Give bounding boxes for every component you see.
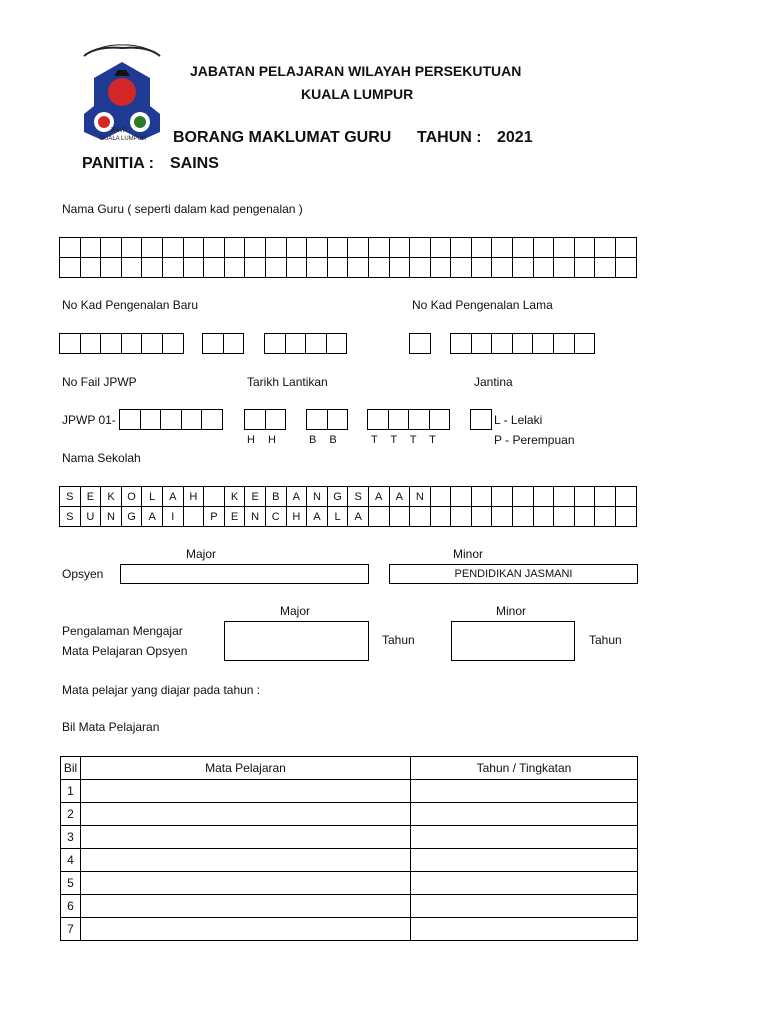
input-cell[interactable]: N (100, 506, 122, 527)
input-cell[interactable] (183, 237, 205, 258)
grid-row (60, 487, 637, 507)
bil-cell: 1 (61, 780, 81, 803)
input-cell[interactable] (183, 257, 205, 278)
input-cell[interactable]: S (59, 486, 81, 507)
input-cell[interactable] (409, 333, 431, 354)
input-cell[interactable] (80, 333, 102, 354)
input-cell[interactable] (553, 237, 575, 258)
input-cell[interactable] (368, 237, 390, 258)
input-cell[interactable]: O (121, 486, 143, 507)
mata-pelajar-tahun-label: Mata pelajar yang diajar pada tahun : (62, 683, 261, 697)
input-cell[interactable]: A (141, 506, 163, 527)
input-cell[interactable] (574, 257, 596, 278)
input-cell[interactable] (265, 237, 287, 258)
pengalaman-minor-unit: Tahun (589, 633, 622, 647)
table-header-row (61, 757, 638, 780)
tahun-tingkatan-header: Tahun / Tingkatan (411, 757, 638, 780)
input-cell[interactable] (389, 237, 411, 258)
input-cell[interactable] (100, 257, 122, 278)
input-cell[interactable] (409, 237, 431, 258)
input-cell[interactable] (389, 506, 411, 527)
input-cell[interactable] (140, 409, 162, 430)
input-cell[interactable] (306, 237, 328, 258)
table-row (61, 803, 638, 826)
opsyen-minor-label: Minor (453, 547, 484, 561)
pengalaman-minor-label: Minor (496, 604, 527, 618)
input-cell[interactable] (224, 257, 246, 278)
input-cell[interactable] (532, 333, 554, 354)
input-cell[interactable]: H (286, 506, 308, 527)
grid-row (60, 238, 637, 258)
mata-pelajaran-cell[interactable] (81, 826, 411, 849)
logo-caption-city: KUALA LUMPUR (100, 136, 147, 142)
mata-pelajaran-cell[interactable] (81, 803, 411, 826)
input-cell[interactable]: A (162, 486, 184, 507)
input-cell[interactable] (574, 486, 596, 507)
input-cell[interactable] (471, 257, 493, 278)
pengalaman-major-unit: Tahun (382, 633, 415, 647)
input-cell[interactable] (429, 409, 451, 430)
perempuan-option: P - Perempuan (494, 433, 575, 447)
input-cell[interactable] (389, 257, 411, 278)
input-cell[interactable] (450, 333, 472, 354)
input-cell[interactable]: K (100, 486, 122, 507)
pengalaman-major-field[interactable] (224, 621, 369, 661)
input-cell[interactable]: G (121, 506, 143, 527)
input-cell[interactable] (141, 237, 163, 258)
jantina-label: Jantina (474, 375, 513, 389)
input-cell[interactable] (388, 409, 410, 430)
input-cell[interactable] (162, 333, 184, 354)
input-cell[interactable] (327, 257, 349, 278)
input-cell[interactable]: A (306, 506, 328, 527)
mata-pelajaran-cell[interactable] (81, 918, 411, 941)
table-row (61, 872, 638, 895)
input-cell[interactable] (162, 257, 184, 278)
input-cell[interactable] (450, 237, 472, 258)
input-cell[interactable]: L (327, 506, 349, 527)
bil-cell: 3 (61, 826, 81, 849)
panitia-label: PANITIA : (82, 155, 154, 172)
ic-lama-prefix[interactable] (410, 334, 431, 354)
input-cell[interactable] (512, 486, 534, 507)
input-cell[interactable] (533, 506, 555, 527)
jpwp-prefix: JPWP 01- (62, 413, 116, 427)
mata-pelajaran-cell[interactable] (81, 780, 411, 803)
input-cell[interactable] (80, 237, 102, 258)
table-row (61, 780, 638, 803)
input-cell[interactable] (59, 333, 81, 354)
mata-pelajaran-cell[interactable] (81, 849, 411, 872)
input-cell[interactable]: S (59, 506, 81, 527)
opsyen-major-field[interactable] (120, 564, 369, 584)
input-cell[interactable] (594, 257, 616, 278)
bil-header: Bil (61, 757, 81, 780)
input-cell[interactable] (471, 237, 493, 258)
input-cell[interactable] (553, 486, 575, 507)
input-cell[interactable] (141, 333, 163, 354)
input-cell[interactable] (224, 237, 246, 258)
tttt-hint: T T T T (371, 434, 436, 446)
input-cell[interactable]: E (80, 486, 102, 507)
panitia-value: SAINS (170, 155, 219, 172)
tarikh-day-grid[interactable] (245, 410, 286, 430)
tahun-tingkatan-cell[interactable] (411, 780, 638, 803)
input-cell[interactable]: S (347, 486, 369, 507)
input-cell[interactable] (594, 486, 616, 507)
pengalaman-major-label: Major (280, 604, 311, 618)
input-cell[interactable]: A (368, 486, 390, 507)
input-cell[interactable] (533, 486, 555, 507)
input-cell[interactable]: P (203, 506, 225, 527)
input-cell[interactable] (162, 237, 184, 258)
input-cell[interactable] (141, 257, 163, 278)
nama-guru-label: Nama Guru ( seperti dalam kad pengenalan ) (62, 202, 303, 216)
input-cell[interactable] (594, 237, 616, 258)
input-cell[interactable] (285, 333, 307, 354)
input-cell[interactable] (491, 237, 513, 258)
input-cell[interactable]: N (409, 486, 431, 507)
input-cell[interactable] (430, 486, 452, 507)
opsyen-minor-field[interactable]: PENDIDIKAN JASMANI (389, 564, 638, 584)
mata-pelajaran-table (60, 756, 638, 941)
input-cell[interactable] (183, 506, 205, 527)
input-cell[interactable] (121, 333, 143, 354)
tarikh-month-grid[interactable] (307, 410, 348, 430)
bb-hint: B B (309, 434, 337, 446)
input-cell[interactable] (430, 257, 452, 278)
input-cell[interactable] (367, 409, 389, 430)
input-cell[interactable] (471, 486, 493, 507)
input-cell[interactable] (512, 257, 534, 278)
ic-baru-label: No Kad Pengenalan Baru (62, 298, 199, 312)
bil-cell: 4 (61, 849, 81, 872)
input-cell[interactable] (286, 257, 308, 278)
input-cell[interactable] (553, 333, 575, 354)
input-cell[interactable] (615, 486, 637, 507)
input-cell[interactable]: A (389, 486, 411, 507)
ic-lama-number[interactable] (451, 334, 595, 354)
table-row (61, 826, 638, 849)
input-cell[interactable]: N (306, 486, 328, 507)
table-row (61, 849, 638, 872)
input-cell[interactable] (409, 506, 431, 527)
tahun-tingkatan-cell[interactable] (411, 826, 638, 849)
ic-lama-label: No Kad Pengenalan Lama (412, 298, 553, 312)
input-cell[interactable] (244, 409, 266, 430)
input-cell[interactable]: B (265, 486, 287, 507)
input-cell[interactable]: N (244, 506, 266, 527)
table-row (61, 918, 638, 941)
input-cell[interactable]: E (224, 506, 246, 527)
input-cell[interactable] (430, 506, 452, 527)
mata-pelajaran-cell[interactable] (81, 895, 411, 918)
input-cell[interactable] (512, 237, 534, 258)
input-cell[interactable] (368, 257, 390, 278)
input-cell[interactable] (430, 237, 452, 258)
tahun-tingkatan-cell[interactable] (411, 803, 638, 826)
bil-mata-pelajaran-label: Bil Mata Pelajaran (62, 720, 160, 734)
input-cell[interactable]: A (286, 486, 308, 507)
input-cell[interactable] (553, 506, 575, 527)
input-cell[interactable] (408, 409, 430, 430)
input-cell[interactable] (223, 333, 245, 354)
input-cell[interactable]: C (265, 506, 287, 527)
input-cell[interactable] (201, 409, 223, 430)
table-row (61, 895, 638, 918)
input-cell[interactable] (491, 506, 513, 527)
bil-cell: 2 (61, 803, 81, 826)
input-cell[interactable] (306, 409, 328, 430)
input-cell[interactable] (203, 257, 225, 278)
tarikh-year-grid[interactable] (368, 410, 450, 430)
input-cell[interactable]: E (244, 486, 266, 507)
input-cell[interactable] (368, 506, 390, 527)
input-cell[interactable] (533, 257, 555, 278)
input-cell[interactable] (203, 237, 225, 258)
input-cell[interactable]: G (327, 486, 349, 507)
input-cell[interactable] (286, 237, 308, 258)
input-cell[interactable] (327, 409, 349, 430)
input-cell[interactable] (306, 257, 328, 278)
input-cell[interactable] (244, 257, 266, 278)
nama-sekolah-label: Nama Sekolah (62, 451, 141, 465)
input-cell[interactable] (574, 333, 596, 354)
jpwp-logo (76, 42, 168, 150)
input-cell[interactable] (327, 237, 349, 258)
input-cell[interactable] (574, 237, 596, 258)
input-cell[interactable]: L (141, 486, 163, 507)
tahun-tingkatan-cell[interactable] (411, 872, 638, 895)
ic-baru-part3[interactable] (265, 334, 347, 354)
bil-cell: 5 (61, 872, 81, 895)
input-cell[interactable] (100, 237, 122, 258)
bil-cell: 7 (61, 918, 81, 941)
no-fail-grid[interactable] (120, 410, 223, 430)
lelaki-option: L - Lelaki (494, 413, 543, 427)
input-cell[interactable] (450, 486, 472, 507)
pengalaman-minor-field[interactable] (451, 621, 575, 661)
input-cell[interactable] (615, 506, 637, 527)
input-cell[interactable] (347, 237, 369, 258)
opsyen-major-label: Major (186, 547, 217, 561)
input-cell[interactable] (59, 237, 81, 258)
input-cell[interactable] (491, 257, 513, 278)
input-cell[interactable] (160, 409, 182, 430)
form-title: BORANG MAKLUMAT GURU (173, 129, 392, 146)
ic-baru-part1[interactable] (60, 334, 184, 354)
input-cell[interactable] (615, 237, 637, 258)
input-cell[interactable] (594, 506, 616, 527)
grid-row (60, 507, 637, 527)
input-cell[interactable] (121, 257, 143, 278)
jantina-grid[interactable] (471, 410, 492, 430)
input-cell[interactable] (450, 257, 472, 278)
input-cell[interactable] (574, 506, 596, 527)
input-cell[interactable] (244, 237, 266, 258)
no-fail-label: No Fail JPWP (62, 375, 137, 389)
ic-baru-part2[interactable] (203, 334, 244, 354)
input-cell[interactable] (80, 257, 102, 278)
bil-cell: 6 (61, 895, 81, 918)
pengalaman-label-line2: Mata Pelajaran Opsyen (62, 644, 188, 658)
input-cell[interactable] (100, 333, 122, 354)
tahun-tingkatan-cell[interactable] (411, 895, 638, 918)
grid-row (60, 258, 637, 278)
year-value: 2021 (497, 129, 533, 146)
mata-pelajaran-header: Mata Pelajaran (81, 757, 411, 780)
input-cell[interactable] (471, 506, 493, 527)
input-cell[interactable] (512, 333, 534, 354)
input-cell[interactable] (265, 257, 287, 278)
input-cell[interactable] (203, 486, 225, 507)
hh-hint: H H (247, 434, 276, 446)
input-cell[interactable] (615, 257, 637, 278)
input-cell[interactable]: U (80, 506, 102, 527)
input-cell[interactable] (491, 333, 513, 354)
input-cell[interactable]: H (183, 486, 205, 507)
mata-pelajaran-cell[interactable] (81, 872, 411, 895)
input-cell[interactable] (450, 506, 472, 527)
input-cell[interactable] (181, 409, 203, 430)
input-cell[interactable] (264, 333, 286, 354)
opsyen-label: Opsyen (62, 567, 104, 581)
input-cell[interactable] (326, 333, 348, 354)
input-cell[interactable] (470, 409, 492, 430)
input-cell[interactable] (202, 333, 224, 354)
input-cell[interactable] (59, 257, 81, 278)
input-cell[interactable]: I (162, 506, 184, 527)
tahun-tingkatan-cell[interactable] (411, 849, 638, 872)
department-name: JABATAN PELAJARAN WILAYAH PERSEKUTUAN (190, 63, 522, 79)
input-cell[interactable] (121, 237, 143, 258)
input-cell[interactable] (533, 237, 555, 258)
tarikh-label: Tarikh Lantikan (247, 375, 328, 389)
input-cell[interactable] (409, 257, 431, 278)
input-cell[interactable] (553, 257, 575, 278)
input-cell[interactable] (119, 409, 141, 430)
input-cell[interactable] (347, 257, 369, 278)
logo-caption: JPWP (110, 128, 127, 134)
input-cell[interactable] (305, 333, 327, 354)
input-cell[interactable]: K (224, 486, 246, 507)
input-cell[interactable] (491, 486, 513, 507)
input-cell[interactable] (265, 409, 287, 430)
input-cell[interactable] (512, 506, 534, 527)
department-city: KUALA LUMPUR (301, 86, 414, 102)
tahun-tingkatan-cell[interactable] (411, 918, 638, 941)
year-label: TAHUN : (417, 129, 482, 146)
input-cell[interactable]: A (347, 506, 369, 527)
input-cell[interactable] (471, 333, 493, 354)
pengalaman-label-line1: Pengalaman Mengajar (62, 624, 183, 638)
